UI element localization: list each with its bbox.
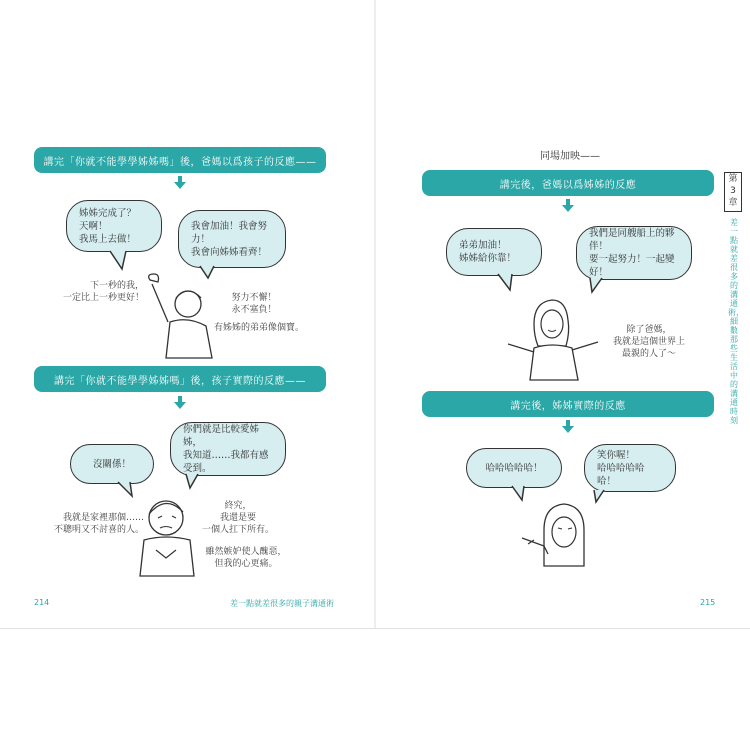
bubble-tail bbox=[186, 474, 206, 494]
encore-heading: 同場加映—— bbox=[540, 151, 600, 162]
banner-expected-reaction: 講完「你就不能學學姊姊嗎」後，爸媽以爲孩子的反應—— bbox=[34, 147, 326, 173]
bubble-tail bbox=[110, 251, 130, 271]
note-next-second: 下一秒的我， 一定比上一秒更好！ bbox=[62, 281, 144, 303]
bubble-same-boat: 我們是同艘船上的夥伴！ 要一起努力！一起變好！ bbox=[576, 226, 692, 280]
page-number-right: 215 bbox=[700, 598, 716, 607]
boy-cheering-illustration bbox=[140, 272, 220, 360]
gutter bbox=[374, 0, 376, 628]
page-number-left: 214 bbox=[34, 598, 50, 607]
note-lucky-brother: 有姊姊的弟弟像個寶。 bbox=[214, 323, 305, 333]
sad-boy-illustration bbox=[136, 494, 200, 578]
sister-laughing-illustration bbox=[520, 498, 600, 578]
note-not-smart: 我就是家裡那個…… 不聰明又不討喜的人。 bbox=[53, 513, 144, 535]
note-closest-person: 除了爸媽， 我就是這個世界上 最親的人了～ bbox=[612, 325, 685, 359]
note-never-give-up: 努力不懈！ 永不塞負！ bbox=[231, 293, 277, 315]
page-bottom-edge bbox=[0, 628, 750, 629]
bubble-tail bbox=[590, 278, 610, 298]
bubble-its-ok: 沒關係！ bbox=[70, 444, 154, 484]
arrow-down bbox=[562, 426, 574, 433]
banner-parents-expect-sister: 講完後，爸媽以爲姊姊的反應 bbox=[422, 170, 714, 196]
arrow-down bbox=[174, 182, 186, 189]
banner-actual-reaction: 講完「你就不能學學姊姊嗎」後，孩子實際的反應—— bbox=[34, 366, 326, 392]
bubble-sister-done: 姊姊完成了？ 天啊！ 我馬上去做！ bbox=[66, 200, 162, 252]
chapter-marker: 第 3 章 bbox=[724, 172, 742, 212]
bubble-will-try: 我會加油！我會努力！ 我會向姊姊看齊！ bbox=[178, 210, 286, 268]
sister-welcoming-illustration bbox=[506, 296, 602, 382]
arrow-down bbox=[562, 205, 574, 212]
banner-sister-actual: 講完後，姊姊實際的反應 bbox=[422, 391, 714, 417]
note-jealousy: 雖然嫉妒使人醜惡， 但我的心更痛。 bbox=[205, 547, 287, 569]
footer-book-title: 差一點就差很多的親子溝通術 bbox=[230, 599, 334, 608]
bubble-go-brother: 弟弟加油！ 姊姊給你靠！ bbox=[446, 228, 542, 276]
bubble-hahaha: 哈哈哈哈哈！ bbox=[466, 448, 562, 488]
arrow-down bbox=[174, 402, 186, 409]
side-chapter-title: 差一點就差很多的溝通術，細數那些生活中的溝通時刻 bbox=[728, 218, 744, 425]
bubble-you-love-sister: 你們就是比較愛姊姊， 我知道……我都有感受到。 bbox=[170, 422, 286, 476]
bubble-laughing-at-you: 笑你喔！ 哈哈哈哈哈哈！ bbox=[584, 444, 676, 492]
bubble-tail bbox=[118, 482, 138, 502]
note-carry-alone: 終究， 我還是要 一個人扛下所有。 bbox=[201, 501, 274, 535]
bubble-tail bbox=[498, 274, 518, 294]
